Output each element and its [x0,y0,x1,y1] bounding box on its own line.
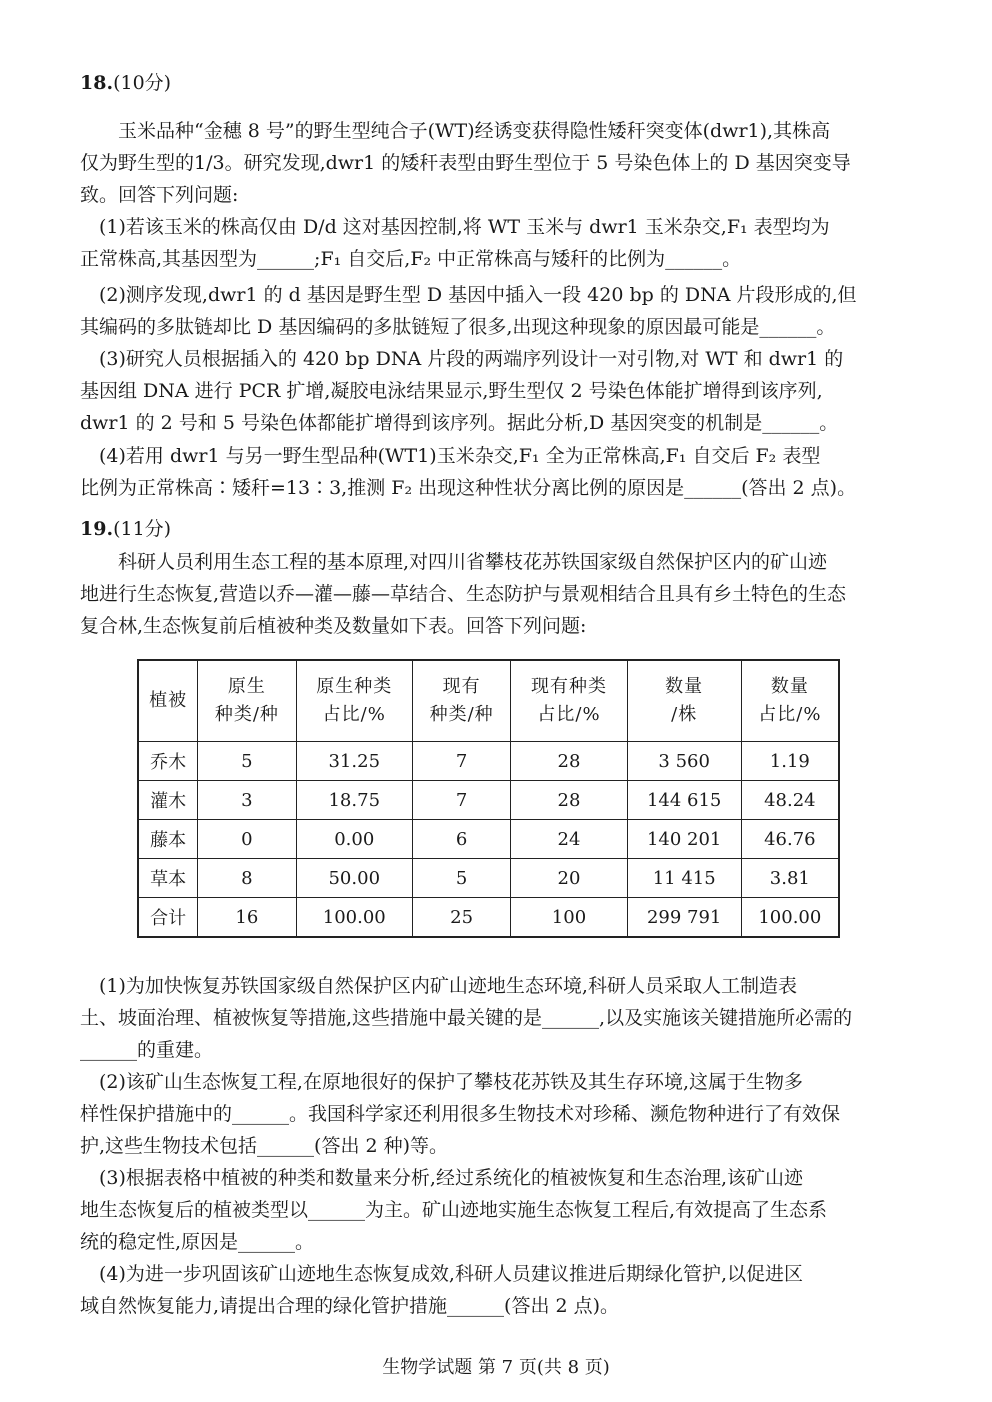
question-number: 19. [80,518,114,540]
table-row [138,781,839,820]
text-line: 致。回答下列问题: [80,184,239,206]
text-line: 其编码的多肽链却比 D 基因编码的多肽链短了很多,出现这种现象的原因最可能是______。 [80,316,836,338]
header-text: 植被 [149,690,188,711]
text-line: (1)若该玉米的株高仅由 D/d 这对基因控制,将 WT 玉米与 dwr1 玉米杂交,F₁ 表型均为 [99,216,830,238]
table-cell: 144 615 [627,781,741,820]
header-cell [412,660,510,742]
q18-part-3 [80,343,910,439]
header-text: 占比/% [322,704,386,725]
table-cell: 140 201 [627,820,741,859]
text-line: 仅为野生型的1/3。研究发现,dwr1 的矮秆表型由野生型位于 5 号染色体上的 D 基因突变导 [80,152,851,174]
vegetation-table [137,659,840,938]
header-text: 种类/种 [429,704,494,725]
table-header-row [138,660,839,742]
table-cell: 299 791 [627,898,741,938]
table-cell: 3 [198,781,296,820]
text-line: dwr1 的 2 号和 5 号染色体都能扩增得到该序列。据此分析,D 基因突变的机制是______。 [80,412,839,434]
text-line: 科研人员利用生态工程的基本原理,对四川省攀枝花苏铁国家级自然保护区内的矿山迹 [118,551,828,573]
text-line: 统的稳定性,原因是______。 [80,1231,315,1253]
text-line: (1)为加快恢复苏铁国家级自然保护区内矿山迹地生态环境,科研人员采取人工制造表 [99,975,797,997]
table-cell: 6 [412,820,510,859]
header-cell [627,660,741,742]
table-cell: 28 [511,742,627,781]
text-line: (4)为进一步巩固该矿山迹地生态恢复成效,科研人员建议推进后期绿化管护,以促进区 [99,1263,803,1285]
table-cell: 31.25 [296,742,412,781]
header-text: 数量 [665,676,704,697]
table-cell: 灌木 [138,781,198,820]
question-points: (11分) [113,518,172,540]
header-cell [296,660,412,742]
table-total-row [138,898,839,938]
q18-part-1 [80,211,910,275]
table-cell: 7 [412,781,510,820]
table-cell: 3 560 [627,742,741,781]
text-line: 复合林,生态恢复前后植被种类及数量如下表。回答下列问题: [80,615,587,637]
header-text: 占比/% [537,704,601,725]
header-text: 现有 [442,676,481,697]
header-cell [138,660,198,742]
table-cell: 5 [198,742,296,781]
table-cell: 11 415 [627,859,741,898]
question-18-heading [80,68,171,95]
table-cell: 8 [198,859,296,898]
table-cell: 100 [511,898,627,938]
text-line: 域自然恢复能力,请提出合理的绿化管护措施______(答出 2 点)。 [80,1295,620,1317]
header-text: 种类/种 [214,704,279,725]
text-line: (3)研究人员根据插入的 420 bp DNA 片段的两端序列设计一对引物,对 WT 和 dwr1 的 [99,348,844,370]
header-text: 原生 [227,676,266,697]
question-points: (10分) [113,72,172,94]
table-cell: 25 [412,898,510,938]
table-cell: 46.76 [741,820,839,859]
q19-part-2 [80,1066,910,1162]
table-cell: 28 [511,781,627,820]
header-text: 现有种类 [530,676,607,697]
table-row [138,859,839,898]
page-footer: 生物学试题 第 7 页(共 8 页) [382,1357,610,1378]
text-line: (2)该矿山生态恢复工程,在原地很好的保护了攀枝花苏铁及其生存环境,这属于生物多 [99,1071,803,1093]
table-cell: 5 [412,859,510,898]
header-cell [198,660,296,742]
table-cell: 0.00 [296,820,412,859]
table-cell: 20 [511,859,627,898]
header-text: 占比/% [758,704,822,725]
table-cell: 草本 [138,859,198,898]
text-line: (4)若用 dwr1 与另一野生型品种(WT1)玉米杂交,F₁ 全为正常株高,F₁ 自交后 F₂ 表型 [99,445,821,467]
header-text: 原生种类 [316,676,393,697]
table-cell: 合计 [138,898,198,938]
text-line: ______的重建。 [80,1039,214,1061]
table-cell: 50.00 [296,859,412,898]
table-row [138,820,839,859]
q19-part-1 [80,970,910,1066]
table-cell: 18.75 [296,781,412,820]
table-cell: 1.19 [741,742,839,781]
table-row [138,742,839,781]
text-line: 玉米品种“金穗 8 号”的野生型纯合子(WT)经诱变获得隐性矮秆突变体(dwr1),其株高 [118,120,831,142]
text-line: 地生态恢复后的植被类型以______为主。矿山迹地实施生态恢复工程后,有效提高了生态系 [80,1199,828,1221]
text-line: (2)测序发现,dwr1 的 d 基因是野生型 D 基因中插入一段 420 bp 的 DNA 片段形成的,但 [99,284,857,306]
table-cell: 24 [511,820,627,859]
q19-part-4 [80,1258,910,1322]
text-line: 土、坡面治理、植被恢复等措施,这些措施中最关键的是______,以及实施该关键措施所必需的 [80,1007,853,1029]
table-cell: 藤本 [138,820,198,859]
q19-intro [80,546,910,642]
table-cell: 100.00 [296,898,412,938]
table-cell: 0 [198,820,296,859]
question-19-heading [80,514,171,541]
table-cell: 16 [198,898,296,938]
text-line: 样性保护措施中的______。我国科学家还利用很多生物技术对珍稀、濒危物种进行了有效保 [80,1103,841,1125]
header-cell [511,660,627,742]
text-line: 护,这些生物技术包括______(答出 2 种)等。 [80,1135,449,1157]
header-text: /株 [671,704,698,725]
text-line: 比例为正常株高∶矮秆=13∶3,推测 F₂ 出现这种性状分离比例的原因是______(答出 2 点)。 [80,477,857,499]
header-cell [741,660,839,742]
table-cell: 48.24 [741,781,839,820]
q18-intro [80,115,910,211]
header-text: 数量 [770,676,809,697]
table-cell: 100.00 [741,898,839,938]
table-cell: 乔木 [138,742,198,781]
table-cell: 3.81 [741,859,839,898]
text-line: (3)根据表格中植被的种类和数量来分析,经过系统化的植被恢复和生态治理,该矿山迹 [99,1167,803,1189]
question-number: 18. [80,72,114,94]
table-cell: 7 [412,742,510,781]
q18-part-4 [80,440,910,504]
q19-part-3 [80,1162,910,1258]
text-line: 正常株高,其基因型为______;F₁ 自交后,F₂ 中正常株高与矮秆的比例为______。 [80,248,742,270]
text-line: 基因组 DNA 进行 PCR 扩增,凝胶电泳结果显示,野生型仅 2 号染色体能扩增得到该序列, [80,380,823,402]
q18-part-2 [80,279,910,343]
text-line: 地进行生态恢复,营造以乔—灌—藤—草结合、生态防护与景观相结合且具有乡土特色的生态 [80,583,847,605]
